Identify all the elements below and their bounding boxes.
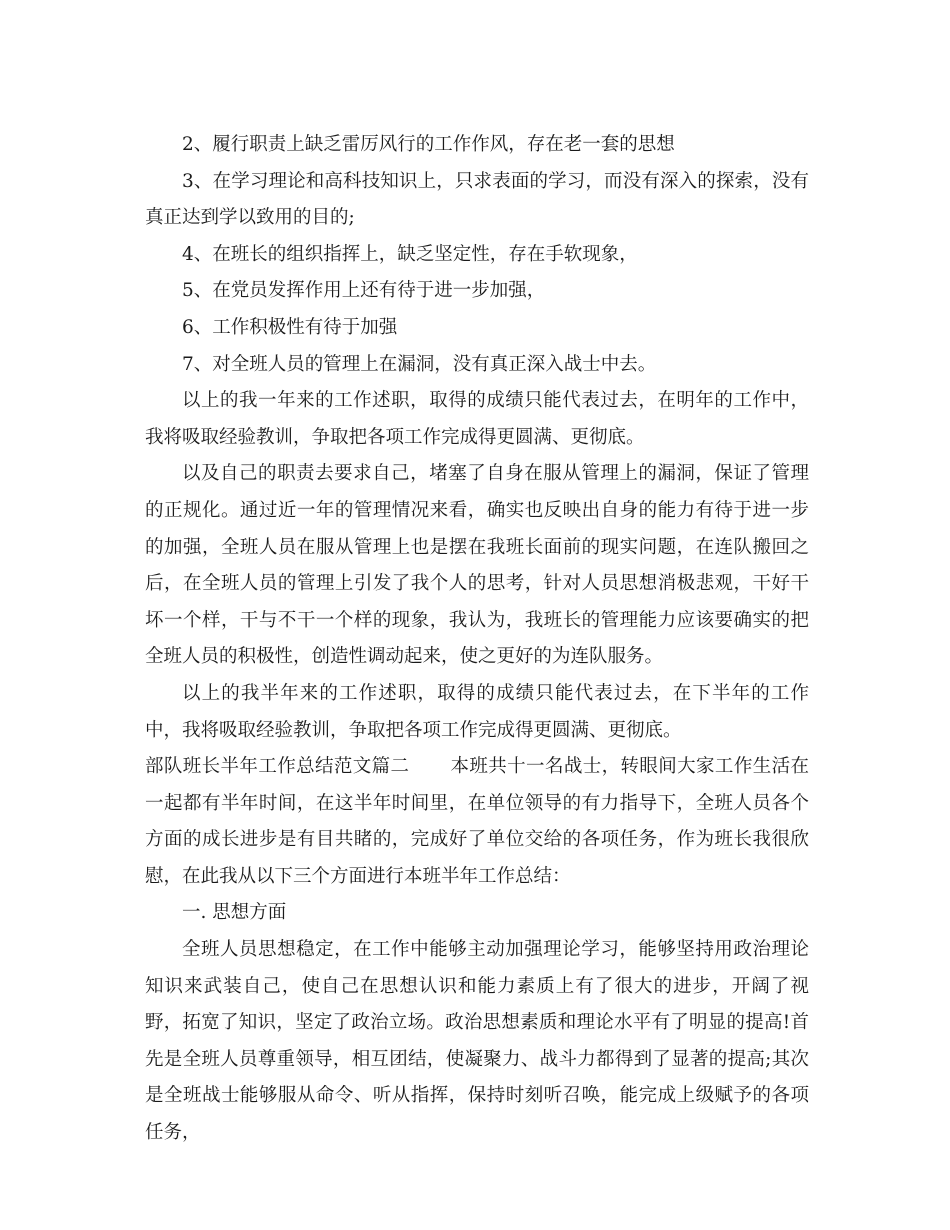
paragraph-thought: 全班人员思想稳定，在工作中能够主动加强理论学习，能够坚持用政治理论知识来武装自己，使自己在思想认识和能力素质上有了很大的进步，开阔了视野，拓宽了知识，坚定了政治立场。政治思想素质和理论水平有了明显的提高!首先是全班人员尊重领导，相互团结，使凝聚力、战斗力都得到了显著的提高;其次是全班战士能够服从命令、听从指挥，保持时刻听召唤，能完成上级赋予的各项任务，: [145, 939, 810, 1144]
paragraph-half-year-summary: 以上的我半年来的工作述职，取得的成绩只能代表过去，在下半年的工作中，我将吸取经验教训，争取把各项工作完成得更圆满、更彻底。: [145, 682, 809, 741]
section-paragraph: [145, 749, 809, 895]
document-body: [145, 127, 809, 1152]
paragraph-item-4: 4、在班长的组织指挥上，缺乏坚定性，存在手软现象，: [182, 243, 638, 265]
paragraph-item-2: 2、履行职责上缺乏雷厉风行的工作作风，存在老一套的思想: [182, 134, 675, 155]
paragraph-item-5: 5、在党员发挥作用上还有待于进一步加强，: [182, 280, 546, 302]
paragraph-item-3: 3、在学习理论和高科技知识上，只求表面的学习，而没有深入的探索，没有真正达到学以致用的目的;: [145, 170, 809, 229]
paragraph-annual-summary: 以上的我一年来的工作述职，取得的成绩只能代表过去，在明年的工作中，我将吸取经验教训，争取把各项工作完成得更圆满、更彻底。: [145, 390, 809, 448]
section-body: 本班共十一名战士，转眼间大家工作生活在一起都有半年时间，在这半年时间里，在单位领导的有力指导下，全班人员各个方面的成长进步是有目共睹的，完成好了单位交给的各项任务，作为班长我很欣慰，在此我从以下三个方面进行本班半年工作总结：: [145, 756, 809, 887]
section-heading: 一. 思想方面: [182, 902, 287, 924]
paragraph-item-7: 7、对全班人员的管理上在漏洞，没有真正深入战士中去。: [182, 353, 657, 375]
paragraph-management: 以及自己的职责去要求自己，堵塞了自身在服从管理上的漏洞，保证了管理的正规化。通过近一年的管理情况来看，确实也反映出自身的能力有待于进一步的加强，全班人员在服从管理上也是摆在我班长面前的现实问题，在连队搬回之后，在全班人员的管理上引发了我个人的思考，针对人员思想消极悲观，干好干坏一个样，干与不干一个样的现象，我认为，我班长的管理能力应该要确实的把全班人员的积极性，创造性调动起来，使之更好的为连队服务。: [145, 463, 809, 668]
section-title: 部队班长半年工作总结范文篇二: [145, 756, 410, 778]
paragraph-item-6: 6、工作积极性有待于加强: [182, 316, 398, 338]
